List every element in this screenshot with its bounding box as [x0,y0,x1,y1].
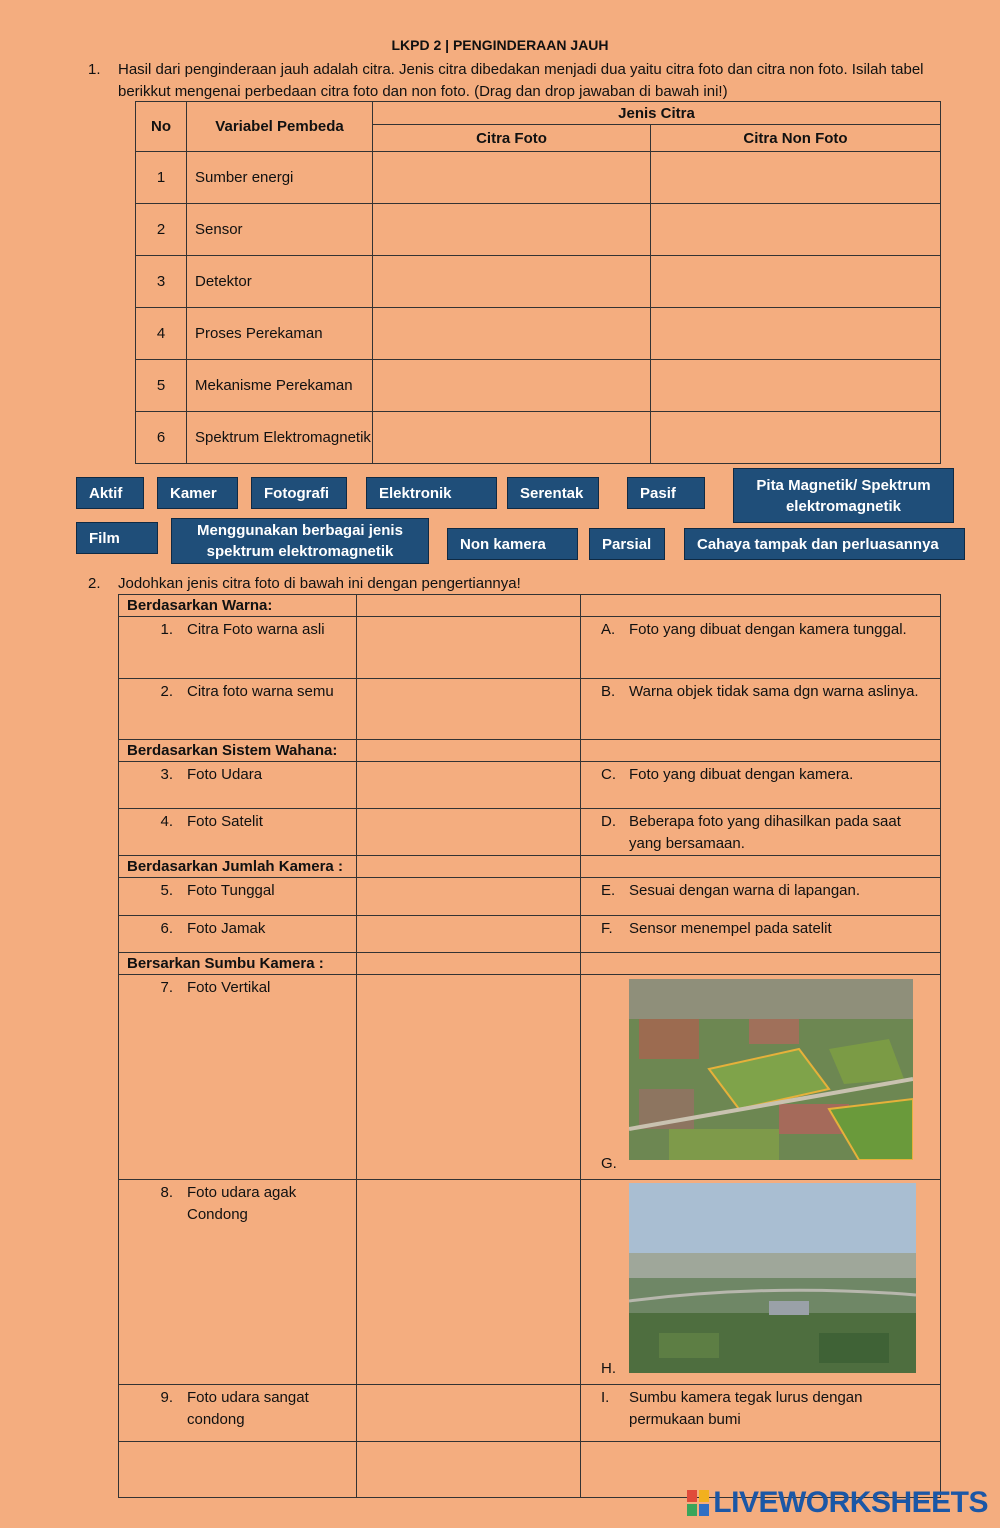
brand-logo [687,1486,988,1520]
option-letter: I. [601,1389,610,1406]
row-number: 3 [136,256,187,308]
item-number: 9. [160,1389,173,1406]
chip-serentak[interactable]: Serentak [507,477,599,509]
group-heading: Berdasarkan Warna: [119,595,357,617]
item-number: 8. [160,1184,173,1201]
question-number: 2. [88,575,101,592]
question-text: Jodohkan jenis citra foto di bawah ini dengan pengertiannya! [118,575,521,592]
row-number: 5 [136,360,187,412]
option-text: Sumbu kamera tegak lurus dengan permukaan bumi [629,1389,863,1428]
chip-non-kamera[interactable]: Non kamera [447,528,578,560]
option-letter: D. [601,813,616,830]
drop-zone-nonfoto[interactable] [651,412,941,464]
item-number: 3. [160,766,173,783]
item-number: 7. [160,979,173,996]
group-heading: Bersarkan Sumbu Kamera : [119,953,357,975]
aerial-photo-h-art [629,1183,916,1373]
drop-zone-nonfoto[interactable] [651,308,941,360]
drop-zone-nonfoto[interactable] [651,256,941,308]
answer-drop-zone[interactable] [357,679,581,740]
option-letter: B. [601,683,616,700]
comparison-table [135,101,941,464]
aerial-photo-oblique [629,1183,916,1373]
drop-zone-nonfoto[interactable] [651,204,941,256]
item-label: Foto Jamak [187,920,266,937]
drop-zone-nonfoto[interactable] [651,360,941,412]
chip-kamer[interactable]: Kamer [157,477,238,509]
chip-elektronik[interactable]: Elektronik [366,477,497,509]
chip-cahaya-tampak[interactable]: Cahaya tampak dan perluasannya [684,528,965,560]
chip-pasif[interactable]: Pasif [627,477,705,509]
table-row [119,1385,941,1442]
header-jenis-citra: Jenis Citra [373,102,941,125]
option-letter: G. [601,1155,617,1172]
header-no: No [136,102,187,152]
drop-zone-foto[interactable] [373,412,651,464]
item-label: Foto Satelit [187,813,263,830]
item-label: Foto udara sangat condong [187,1389,309,1428]
drop-zone-foto[interactable] [373,360,651,412]
item-label: Citra Foto warna asli [187,621,325,638]
table-row [136,360,941,412]
table-row [119,878,941,916]
item-label: Citra foto warna semu [187,683,334,700]
option-letter: F. [601,920,613,937]
drop-zone-nonfoto[interactable] [651,152,941,204]
item-number: 2. [160,683,173,700]
option-text: Foto yang dibuat dengan kamera. [629,766,854,783]
empty-cell [119,1442,357,1498]
item-label: Foto udara agak Condong [187,1184,297,1223]
row-label: Detektor [187,256,373,308]
drop-zone-foto[interactable] [373,256,651,308]
header-citra-foto: Citra Foto [373,125,651,152]
option-letter: C. [601,766,616,783]
table-row [136,152,941,204]
row-number: 4 [136,308,187,360]
chip-film[interactable]: Film [76,522,158,554]
chip-pita-magnetik[interactable]: Pita Magnetik/ Spektrum elektromagnetik [733,468,954,523]
group-heading: Berdasarkan Jumlah Kamera : [119,856,357,878]
row-number: 2 [136,204,187,256]
drop-zone-foto[interactable] [373,152,651,204]
row-label: Spektrum Elektromagnetik [187,412,373,464]
header-variable: Variabel Pembeda [187,102,373,152]
table-row [136,256,941,308]
drop-zone-foto[interactable] [373,204,651,256]
row-label: Mekanisme Perekaman [187,360,373,412]
item-number: 5. [160,882,173,899]
option-text: Beberapa foto yang dihasilkan pada saat yang bersamaan. [629,813,901,852]
chip-aktif[interactable]: Aktif [76,477,144,509]
table-row [119,679,941,740]
table-row [119,762,941,809]
row-label: Sensor [187,204,373,256]
option-text: Sensor menempel pada satelit [629,920,832,937]
chip-berbagai-spektrum[interactable]: Menggunakan berbagai jenis spektrum elektromagnetik [171,518,429,564]
brand-name: LIVEWORKSHEETS [713,1486,988,1519]
table-row [136,412,941,464]
option-letter: H. [601,1360,616,1377]
item-label: Foto Tunggal [187,882,275,899]
row-label: Proses Perekaman [187,308,373,360]
option-text: Warna objek tidak sama dgn warna aslinya. [629,683,919,700]
drop-zone-foto[interactable] [373,308,651,360]
answer-drop-zone[interactable] [357,1385,581,1442]
answer-drop-zone[interactable] [357,975,581,1180]
item-number: 4. [160,813,173,830]
question-number: 1. [88,61,101,78]
item-label: Foto Vertikal [187,979,271,996]
chip-parsial[interactable]: Parsial [589,528,665,560]
answer-drop-zone[interactable] [357,809,581,856]
option-text: Sesuai dengan warna di lapangan. [629,882,861,899]
aerial-photo-g-art [629,979,913,1160]
table-row [119,809,941,856]
option-letter: E. [601,882,616,899]
group-heading: Berdasarkan Sistem Wahana: [119,740,357,762]
row-number: 6 [136,412,187,464]
answer-drop-zone[interactable] [357,617,581,679]
chip-fotografi[interactable]: Fotografi [251,477,347,509]
item-label: Foto Udara [187,766,263,783]
answer-drop-zone[interactable] [357,762,581,809]
row-number: 1 [136,152,187,204]
option-text: Foto yang dibuat dengan kamera tunggal. [629,621,907,638]
header-citra-non-foto: Citra Non Foto [651,125,941,152]
table-row [119,617,941,679]
item-number: 1. [160,621,173,638]
table-row [136,308,941,360]
item-number: 6. [160,920,173,937]
table-row [136,204,941,256]
liveworksheets-icon [687,1490,709,1516]
option-letter: A. [601,621,616,638]
answer-drop-zone[interactable] [357,1180,581,1385]
answer-drop-zone[interactable] [357,916,581,953]
table-row [119,916,941,953]
question-text: Hasil dari penginderaan jauh adalah citra. Jenis citra dibedakan menjadi dua yaitu citra foto dan citra non foto. Isilah tabel berikkut mengenai perbedaan citra foto dan non foto. (Drag dan drop jawaban di bawah ini!) [118,61,924,100]
aerial-photo-vertical [629,979,913,1160]
row-label: Sumber energi [187,152,373,204]
answer-drop-zone[interactable] [357,1442,581,1498]
answer-drop-zone[interactable] [357,878,581,916]
page-title: LKPD 2 | PENGINDERAAN JAUH [391,37,609,53]
